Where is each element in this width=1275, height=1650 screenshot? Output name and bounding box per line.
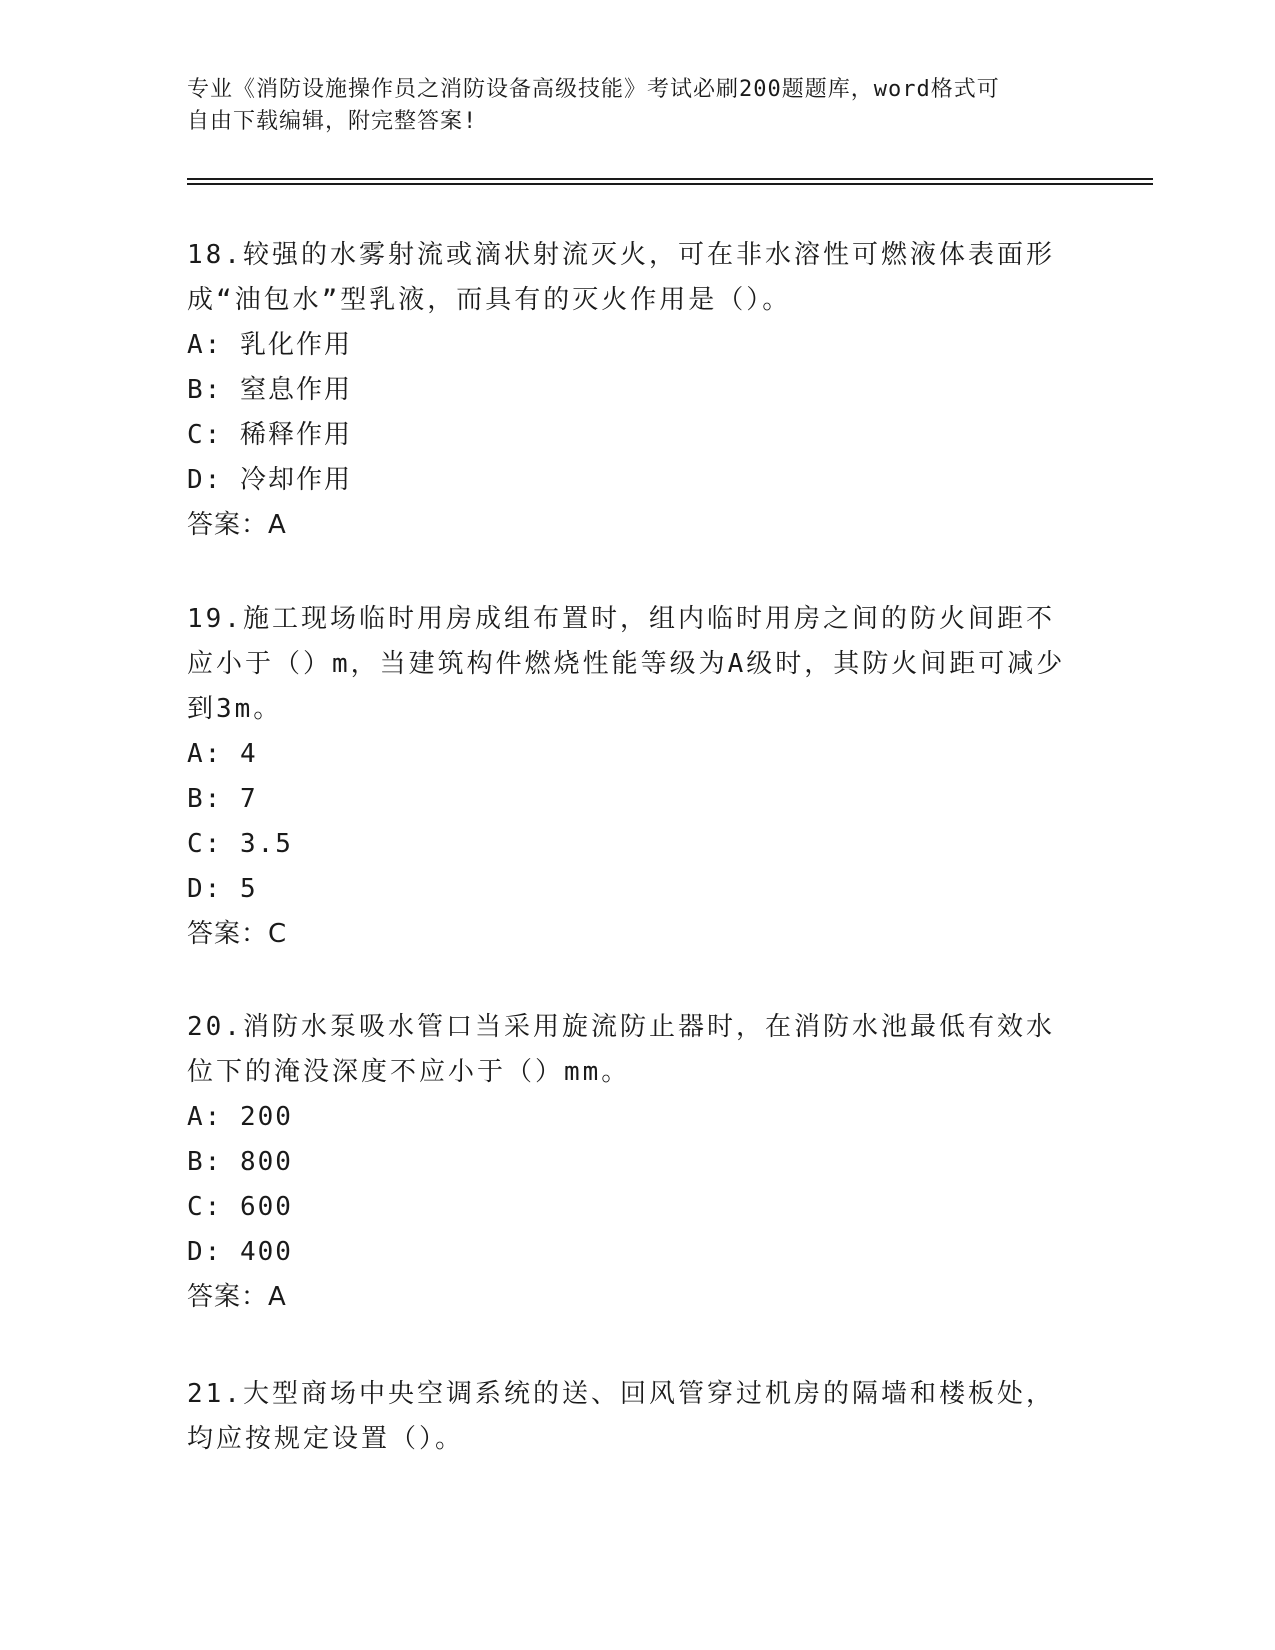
- header-title-line-2: 自由下载编辑，附完整答案!: [187, 109, 478, 134]
- option-c: C: 稀释作用: [187, 420, 352, 450]
- header-divider-bottom: [187, 183, 1153, 185]
- answer-label: 答案：A: [187, 510, 287, 540]
- option-a: A: 200: [187, 1102, 293, 1132]
- header-title-line-1: 专业《消防设施操作员之消防设备高级技能》考试必刷200题题库，word格式可: [187, 77, 1000, 102]
- document-header: [187, 74, 1067, 138]
- answer-label: 答案：C: [187, 919, 288, 949]
- option-a: A: 4: [187, 739, 258, 769]
- option-a: A: 乳化作用: [187, 330, 352, 360]
- question-stem: 18.较强的水雾射流或滴状射流灭火，可在非水溶性可燃液体表面形成“油包水”型乳液，而具有的灭火作用是（）。: [187, 240, 1055, 315]
- question-stem: 19.施工现场临时用房成组布置时，组内临时用房之间的防火间距不应小于（）m，当建筑构件燃烧性能等级为A级时，其防火间距可减少到3m。: [187, 604, 1066, 724]
- header-divider-top: [187, 178, 1153, 180]
- question-stem: 20.消防水泵吸水管口当采用旋流防止器时，在消防水池最低有效水位下的淹没深度不应小于（）mm。: [187, 1012, 1055, 1087]
- option-d: D: 冷却作用: [187, 465, 352, 495]
- question-20: [187, 1005, 1077, 1320]
- question-21: [187, 1372, 1077, 1462]
- option-c: C: 600: [187, 1192, 293, 1222]
- option-b: B: 窒息作用: [187, 375, 352, 405]
- option-d: D: 5: [187, 874, 258, 904]
- answer-label: 答案：A: [187, 1282, 287, 1312]
- question-19: [187, 597, 1077, 957]
- option-c: C: 3.5: [187, 829, 293, 859]
- option-d: D: 400: [187, 1237, 293, 1267]
- option-b: B: 7: [187, 784, 258, 814]
- option-b: B: 800: [187, 1147, 293, 1177]
- question-stem: 21.大型商场中央空调系统的送、回风管穿过机房的隔墙和楼板处，均应按规定设置（）。: [187, 1379, 1055, 1454]
- question-18: [187, 233, 1077, 548]
